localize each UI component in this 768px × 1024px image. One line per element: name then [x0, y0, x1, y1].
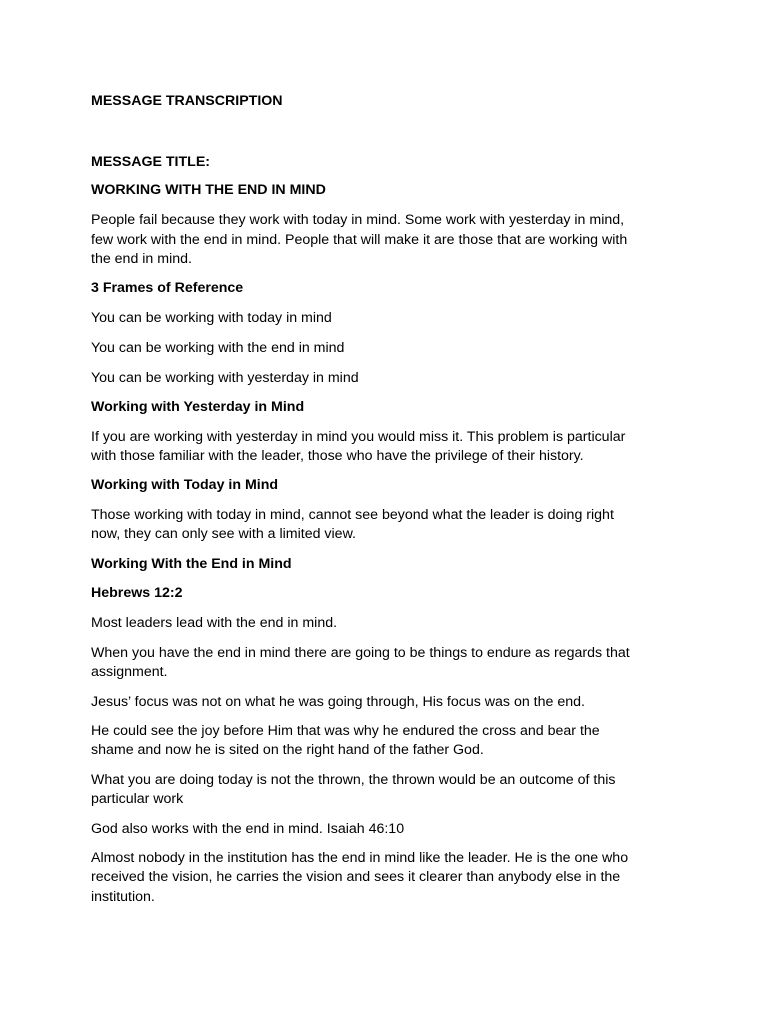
paragraph-line: Most leaders lead with the end in mind.: [91, 615, 338, 631]
scripture-reference: Hebrews 12:2: [91, 585, 183, 601]
document-heading: MESSAGE TRANSCRIPTION: [91, 93, 283, 109]
message-title-label: MESSAGE TITLE:: [91, 154, 211, 170]
paragraph-line: institution.: [91, 889, 155, 905]
today-line: now, they can only see with a limited view.: [91, 526, 356, 542]
end-heading: Working With the End in Mind: [91, 556, 292, 572]
yesterday-line: with those familiar with the leader, those who have the privilege of their history.: [91, 448, 584, 464]
paragraph-line: assignment.: [91, 664, 168, 680]
paragraph-line: When you have the end in mind there are going to be things to endure as regards that: [91, 645, 630, 661]
yesterday-line: If you are working with yesterday in mind you would miss it. This problem is particular: [91, 429, 626, 445]
paragraph-line: received the vision, he carries the vision and sees it clearer than anybody else in the: [91, 869, 621, 885]
today-line: Those working with today in mind, cannot see beyond what the leader is doing right: [91, 507, 614, 523]
message-title: WORKING WITH THE END IN MIND: [91, 182, 326, 198]
paragraph-line: God also works with the end in mind. Isaiah 46:10: [91, 821, 405, 837]
paragraph-line: He could see the joy before Him that was why he endured the cross and bear the: [91, 723, 600, 739]
paragraph-line: What you are doing today is not the thrown, the thrown would be an outcome of this: [91, 772, 616, 788]
frames-heading: 3 Frames of Reference: [91, 280, 244, 296]
paragraph-line: Jesus’ focus was not on what he was going through, His focus was on the end.: [91, 694, 585, 710]
frame-item: You can be working with today in mind: [91, 310, 332, 326]
paragraph-line: shame and now he is sited on the right hand of the father God.: [91, 742, 484, 758]
paragraph-line: particular work: [91, 791, 184, 807]
yesterday-heading: Working with Yesterday in Mind: [91, 399, 305, 415]
today-heading: Working with Today in Mind: [91, 477, 279, 493]
frame-item: You can be working with yesterday in mind: [91, 370, 359, 386]
intro-line: the end in mind.: [91, 251, 192, 267]
intro-line: People fail because they work with today in mind. Some work with yesterday in mind,: [91, 212, 625, 228]
frame-item: You can be working with the end in mind: [91, 340, 345, 356]
paragraph-line: Almost nobody in the institution has the end in mind like the leader. He is the one who: [91, 850, 629, 866]
intro-line: few work with the end in mind. People that will make it are those that are working with: [91, 232, 628, 248]
